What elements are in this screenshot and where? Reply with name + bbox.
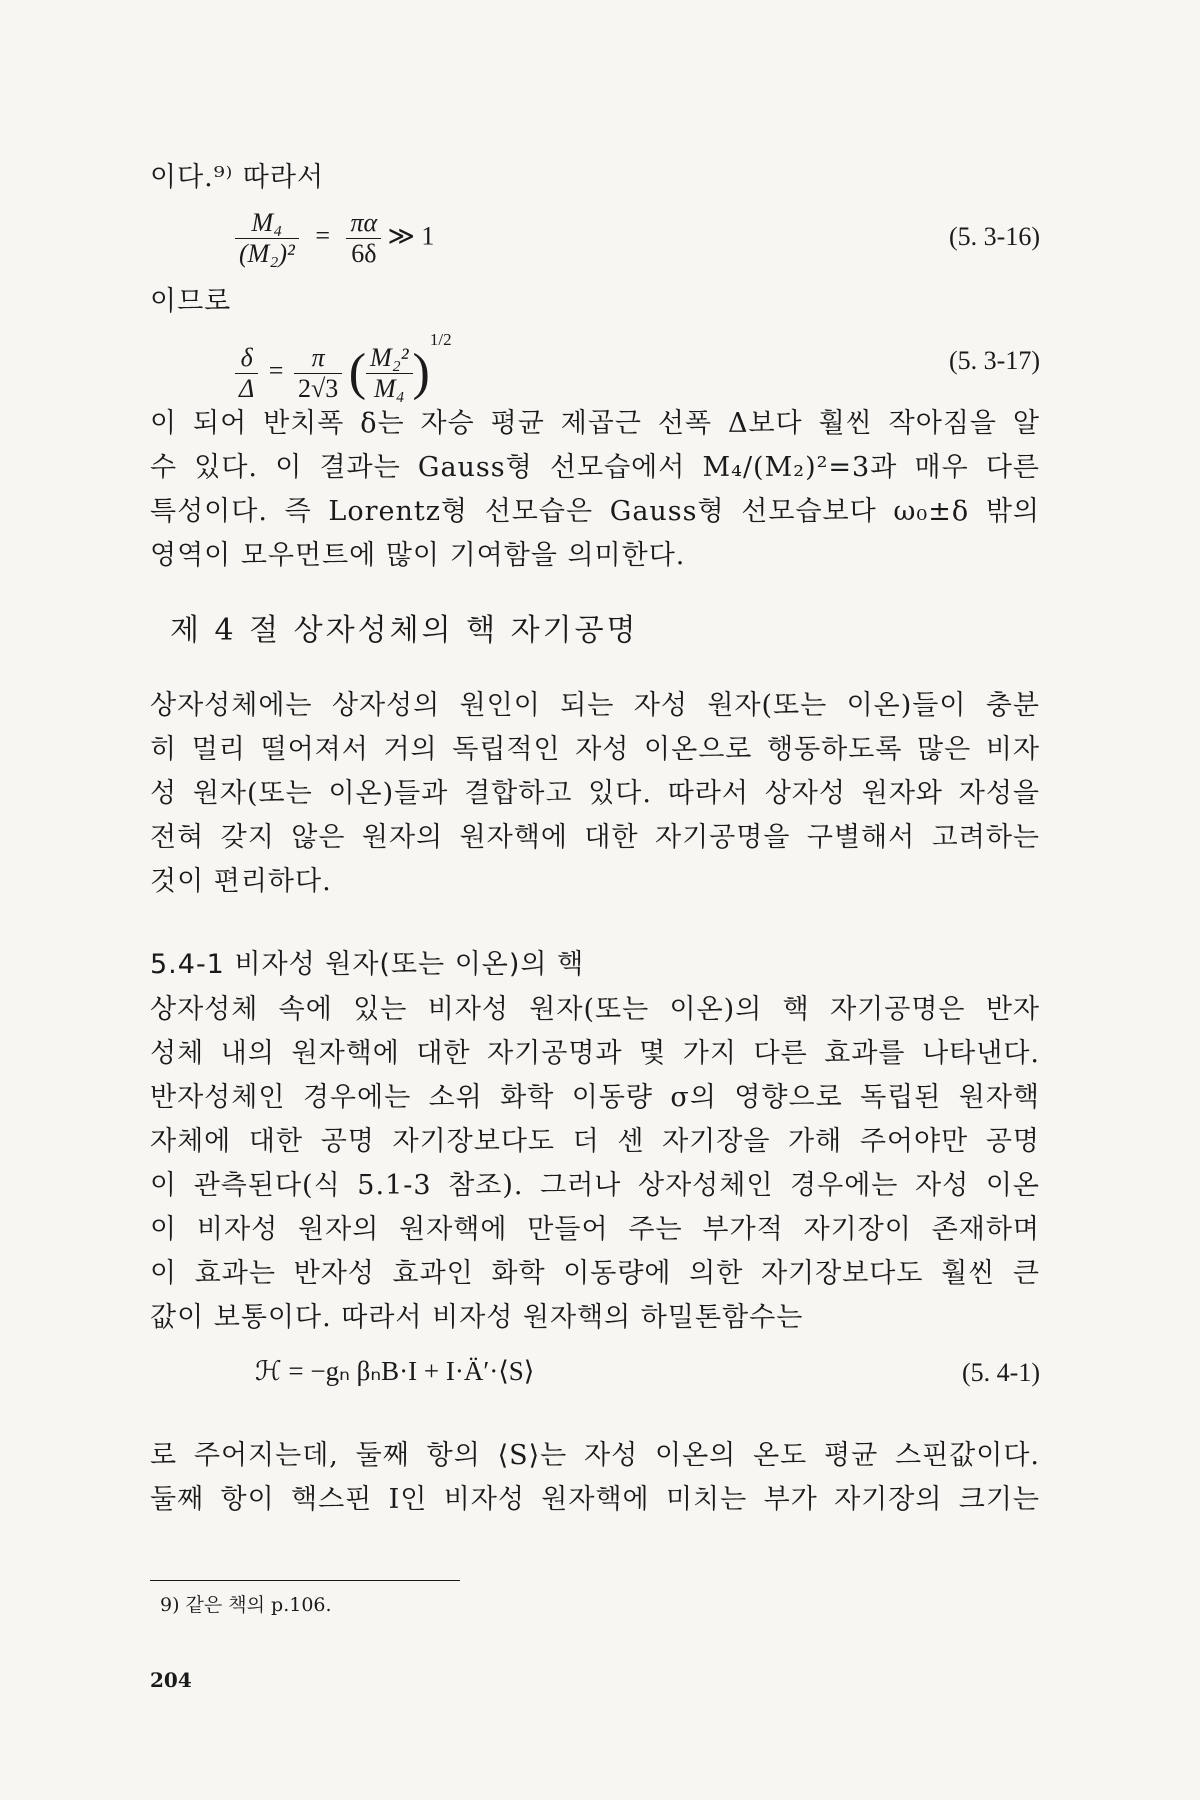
subsection-title: 5.4-1 비자성 원자(또는 이온)의 핵 [150,949,585,980]
para2-line: 성 원자(또는 이온)들과 결합하고 있다. 따라서 상자성 원자와 자성을 [150,778,1040,809]
eq2-paren-denominator: M₄ [373,373,405,403]
equation-5-3-17: $\frac{\delta}{\Delta}$ = $\frac{\pi}{2√3}$ ( $\frac{\text{M₂²}}{\text{M₄}}$ )$^{1/2}$ [235,330,452,404]
eq1-rhs-denominator: 6δ [351,239,377,268]
equation-5-3-16: $\frac{\text{M₄}}{\text{(M₂)²}}$ = $\frac{\pi\alpha}{6\delta}$ ≫ 1 [235,208,434,269]
eq1-lhs-fraction [235,208,299,269]
eq2-lhs-fraction [235,343,258,404]
intro-line: 이다.⁹⁾ 따라서 [150,162,325,193]
eq2-coef-fraction [294,343,342,404]
eq2-coef-denominator: 2√3 [297,373,339,403]
para4-line: 로 주어지는데, 둘째 항의 ⟨S⟩는 자성 이온의 온도 평균 스핀값이다. [150,1440,1040,1471]
eq2-lhs-denominator: Δ [239,373,255,403]
eq1-tail: ≫ 1 [387,221,435,251]
para1-line: 수 있다. 이 결과는 Gauss형 선모습에서 M₄/(M₂)²=3과 매우 다른 [150,452,1040,483]
para1-line: 영역이 모우먼트에 많이 기여함을 의미한다. [150,540,686,571]
eq2-number: (5. 3-17) [949,346,1040,375]
section-title: 제 4 절 상자성체의 핵 자기공명 [170,613,639,648]
para1-line: 특성이다. 즉 Lorentz형 선모습은 Gauss형 선모습보다 ω₀±δ 밖의 [150,496,1040,527]
footnote-divider [150,1580,460,1581]
para4-line: 둘째 항이 핵스핀 I인 비자성 원자핵에 미치는 부가 자기장의 크기는 [150,1484,1040,1515]
para3-line: 값이 보통이다. 따라서 비자성 원자핵의 하밀톤함수는 [150,1302,804,1333]
eq2-exponent: 1/2 [429,330,452,349]
eq1-lhs-denominator: (M₂)² [239,239,295,268]
para2-line: 것이 편리하다. [150,866,332,897]
eq3-number: (5. 4-1) [962,1358,1040,1387]
eq2-coef-numerator: π [294,343,342,374]
page-number: 204 [150,1668,192,1692]
footnote: 9) 같은 책의 p.106. [160,1594,332,1616]
para2-line: 전혀 갖지 않은 원자의 원자핵에 대한 자기공명을 구별해서 고려하는 [150,822,1040,853]
eq1-lhs-numerator: M₄ [235,208,299,239]
equation-5-4-1: ℋ = −gₙ βₙB·I + I·Ä′·⟨S⟩ [255,1356,535,1386]
para1-line: 이 되어 반치폭 δ는 자승 평균 제곱근 선폭 Δ보다 훨씬 작아짐을 알 [150,408,1040,439]
imeuro-line: 이므로 [150,286,232,317]
eq1-rhs-fraction [346,208,381,269]
para3-line: 이 비자성 원자의 원자핵에 만들어 주는 부가적 자기장이 존재하며 [150,1214,1040,1245]
para2-line: 상자성체에는 상자성의 원인이 되는 자성 원자(또는 이온)들이 충분 [150,690,1040,721]
eq1-rhs-numerator: πα [346,208,381,239]
eq2-lhs-numerator: δ [235,343,258,374]
eq1-number: (5. 3-16) [949,222,1040,251]
para3-line: 자체에 대한 공명 자기장보다도 더 센 자기장을 가해 주어야만 공명 [150,1126,1040,1157]
para3-line: 이 관측된다(식 5.1-3 참조). 그러나 상자성체인 경우에는 자성 이온 [150,1170,1040,1201]
eq2-paren-fraction [366,343,413,404]
para3-line: 이 효과는 반자성 효과인 화학 이동량에 의한 자기장보다도 훨씬 큰 [150,1258,1040,1289]
eq2-paren-numerator: M₂² [366,343,413,374]
para3-line: 성체 내의 원자핵에 대한 자기공명과 몇 가지 다른 효과를 나타낸다. [150,1038,1040,1069]
para3-line: 상자성체 속에 있는 비자성 원자(또는 이온)의 핵 자기공명은 반자 [150,994,1040,1025]
para2-line: 히 멀리 떨어져서 거의 독립적인 자성 이온으로 행동하도록 많은 비자 [150,734,1040,765]
para3-line: 반자성체인 경우에는 소위 화학 이동량 σ의 영향으로 독립된 원자핵 [150,1082,1040,1113]
